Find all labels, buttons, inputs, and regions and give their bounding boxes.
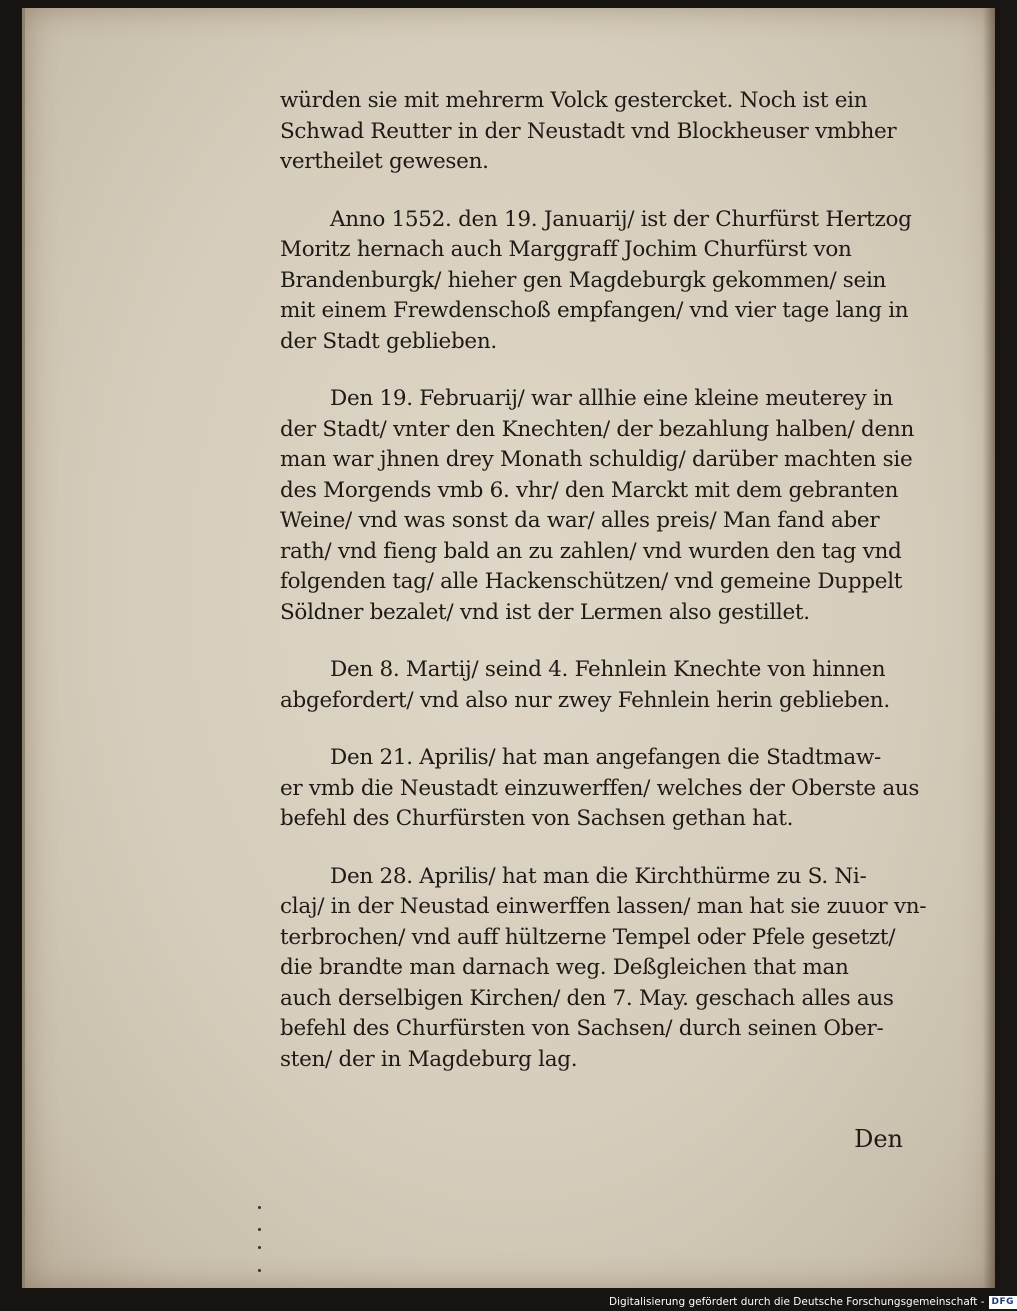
footer-text: Digitalisierung gefördert durch die Deutsche Forschungsgemeinschaft - bbox=[609, 1296, 985, 1308]
text-line: claj/ in der Neustad einwerffen lassen/ man hat sie zuuor vn- bbox=[280, 894, 927, 919]
text-line: Den 8. Martij/ seind 4. Fehnlein Knechte von hinnen bbox=[330, 657, 886, 682]
paragraph bbox=[280, 862, 940, 1076]
page-text bbox=[280, 86, 940, 1075]
text-line: Den 28. Aprilis/ hat man die Kirchthürme zu S. Ni- bbox=[330, 863, 867, 889]
text-line: Anno 1552. den 19. Januarij/ ist der Churfürst Hertzog bbox=[330, 206, 912, 232]
text-line: des Morgends vmb 6. vhr/ den Marckt mit dem gebranten bbox=[280, 477, 899, 503]
text-line: terbrochen/ vnd auff hültzerne Tempel oder Pfele gesetzt/ bbox=[280, 924, 896, 950]
text-line: Den 21. Aprilis/ hat man angefangen die Stadtmaw- bbox=[330, 745, 881, 770]
text-line: Brandenburgk/ hieher gen Magdeburgk gekommen/ sein bbox=[280, 267, 887, 293]
digitization-footer bbox=[609, 1293, 1015, 1311]
text-line: würden sie mit mehrerm Volck gestercket. Noch ist ein bbox=[280, 88, 868, 113]
text-line: Den 19. Februarij/ war allhie eine kleine meuterey in bbox=[330, 386, 893, 411]
book-page bbox=[22, 8, 995, 1288]
text-line: Weine/ vnd was sonst da war/ alles preis/ Man fand aber bbox=[280, 508, 880, 533]
paragraph bbox=[280, 86, 940, 178]
text-line: abgefordert/ vnd also nur zwey Fehnlein herin geblieben. bbox=[280, 687, 890, 713]
text-line: die brandte man darnach weg. Deßgleichen that man bbox=[280, 955, 849, 980]
margin-dot bbox=[258, 1206, 261, 1209]
text-line: befehl des Churfürsten von Sachsen/ durch seinen Ober- bbox=[280, 1016, 884, 1041]
text-line: man war jhnen drey Monath schuldig/ darüber machten sie bbox=[280, 447, 913, 472]
text-line: befehl des Churfürsten von Sachsen gethan hat. bbox=[280, 806, 794, 831]
text-line: Söldner bezalet/ vnd ist der Lermen also gestillet. bbox=[280, 599, 810, 625]
paragraph bbox=[280, 205, 940, 358]
text-line: mit einem Frewdenschoß empfangen/ vnd vier tage lang in bbox=[280, 298, 909, 323]
text-line: rath/ vnd fieng bald an zu zahlen/ vnd wurden den tag vnd bbox=[280, 538, 902, 564]
margin-dot bbox=[258, 1246, 261, 1249]
text-line: Moritz hernach auch Marggraff Jochim Churfürst von bbox=[280, 237, 852, 262]
text-line: der Stadt/ vnter den Knechten/ der bezahlung halben/ denn bbox=[280, 416, 914, 442]
text-line: Schwad Reutter in der Neustadt vnd Blockheuser vmbher bbox=[280, 118, 897, 144]
text-line: sten/ der in Magdeburg lag. bbox=[280, 1046, 578, 1072]
paragraph bbox=[280, 655, 940, 716]
dfg-logo: DFG bbox=[989, 1296, 1017, 1309]
paragraph bbox=[280, 743, 940, 835]
paragraph bbox=[280, 384, 940, 628]
text-line: der Stadt geblieben. bbox=[280, 328, 497, 354]
margin-dot bbox=[258, 1269, 261, 1272]
catchword: Den bbox=[854, 1125, 903, 1153]
margin-marks bbox=[258, 1206, 264, 1276]
text-line: vertheilet gewesen. bbox=[280, 149, 489, 174]
text-line: folgenden tag/ alle Hackenschützen/ vnd gemeine Duppelt bbox=[280, 569, 903, 594]
text-line: er vmb die Neustadt einzuwerffen/ welches der Oberste aus bbox=[280, 775, 920, 801]
text-line: auch derselbigen Kirchen/ den 7. May. geschach alles aus bbox=[280, 985, 894, 1011]
margin-dot bbox=[258, 1228, 261, 1231]
